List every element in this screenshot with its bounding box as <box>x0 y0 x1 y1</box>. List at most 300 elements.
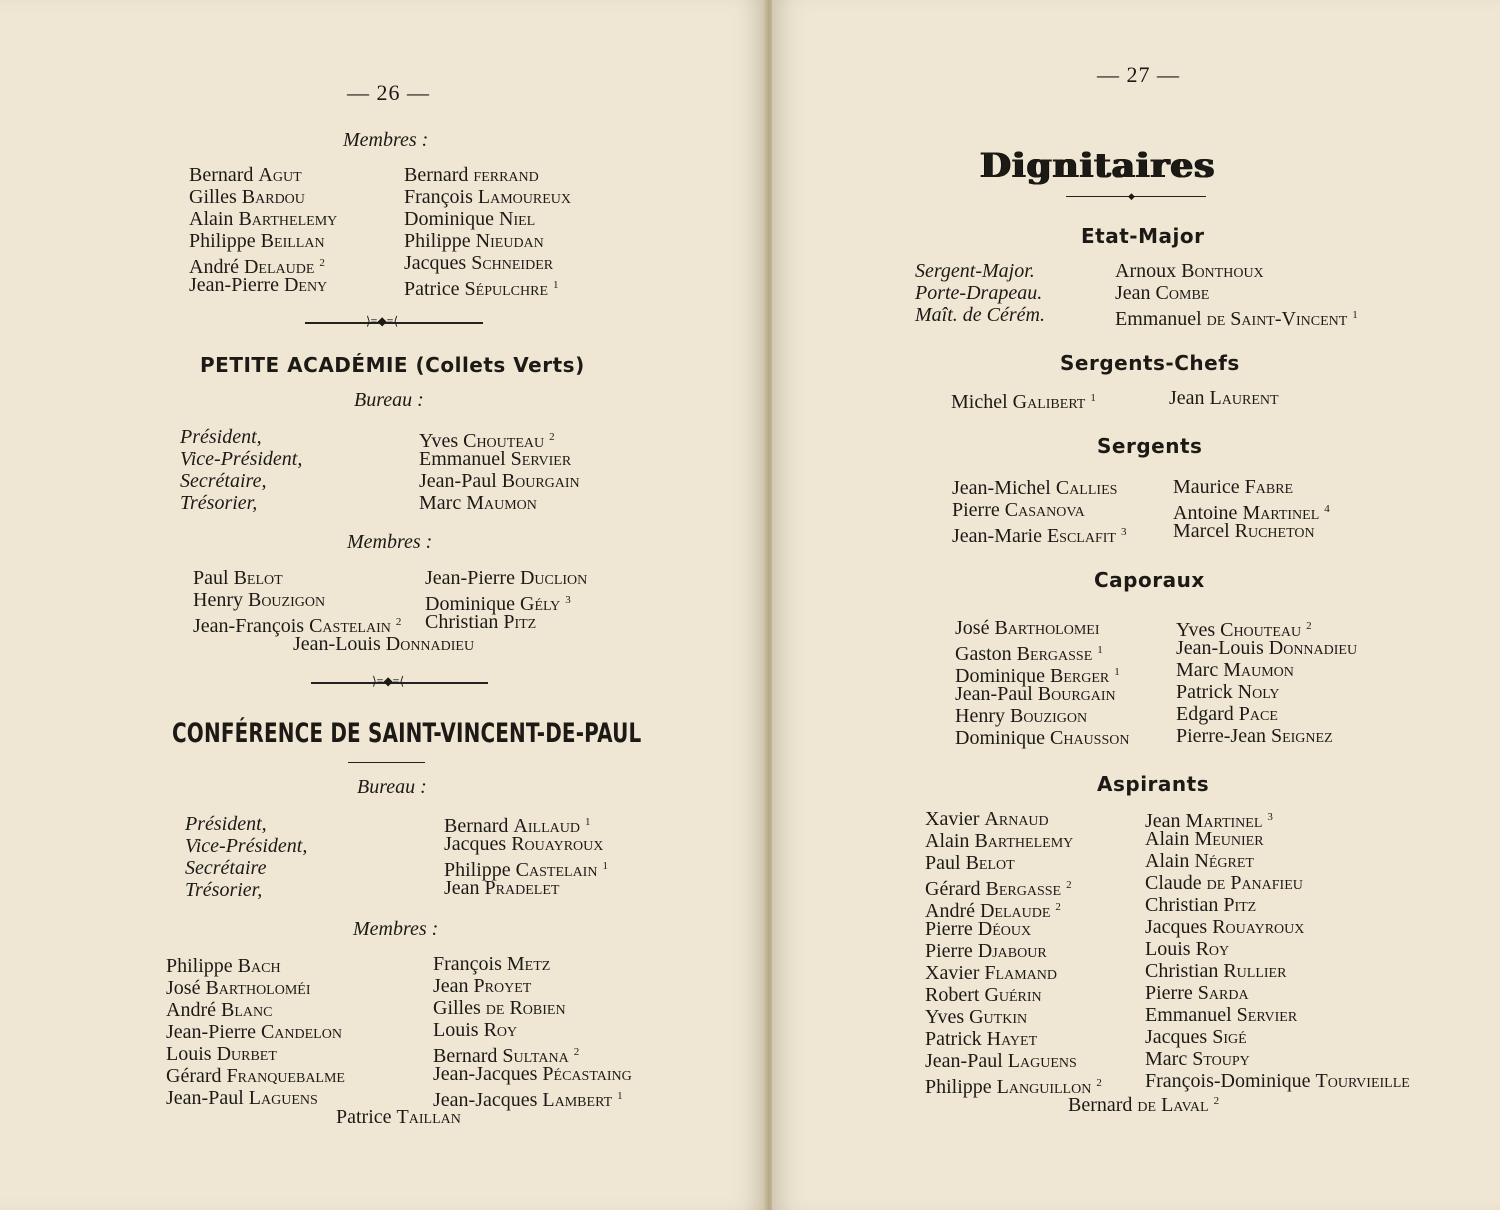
name-list <box>189 164 337 296</box>
first-name: Philippe <box>444 859 516 881</box>
first-name: Jean-Paul <box>925 1050 1008 1072</box>
name-list <box>404 164 571 300</box>
name-entry <box>166 999 345 1021</box>
section-title: Aspirants <box>1097 772 1210 796</box>
name-entry <box>1145 982 1410 1004</box>
surname: Pécastaing <box>542 1063 632 1085</box>
surname: Sigé <box>1212 1026 1247 1048</box>
surname: Bonthoux <box>1181 260 1264 282</box>
first-name: Jean-Louis <box>1176 637 1269 659</box>
name-list <box>166 955 345 1109</box>
name-entry <box>189 274 337 296</box>
surname: Candelon <box>260 1021 342 1043</box>
name-entry <box>166 1043 345 1065</box>
section-title: PETITE ACADÉMIE (Collets Verts) <box>200 353 585 377</box>
surname: Pitz <box>503 611 537 633</box>
footnote-marker: 3 <box>1120 526 1127 538</box>
name-entry <box>433 1085 632 1111</box>
name-entry <box>1115 304 1358 330</box>
name-entry <box>1176 681 1357 703</box>
footnote-marker: 2 <box>1055 901 1061 913</box>
name-entry <box>1145 894 1410 916</box>
bureau-label: Bureau : <box>357 776 427 798</box>
role-label: Porte-Drapeau. <box>915 282 1043 304</box>
name-entry <box>1169 387 1279 409</box>
footnote-marker: 1 <box>617 1090 623 1102</box>
first-name: Jean-Marie <box>952 525 1047 547</box>
first-name: Jean-Louis <box>293 633 386 655</box>
first-name: André <box>189 256 244 278</box>
surname: Servier <box>510 448 572 470</box>
name-entry <box>193 567 401 589</box>
first-name: Yves <box>1176 619 1221 641</box>
surname: Berger <box>1050 665 1110 687</box>
surname: Rouayroux <box>511 833 604 855</box>
name-entry <box>955 705 1129 727</box>
name-entry <box>1176 659 1357 681</box>
first-name: Alain <box>1145 850 1195 872</box>
first-name: Jean-Pierre <box>189 274 284 296</box>
surname: Pitz <box>1223 894 1257 916</box>
first-name: Pierre-Jean <box>1176 725 1271 747</box>
name-entry <box>419 448 580 470</box>
surname: Taillan <box>396 1106 461 1128</box>
membres-label: Membres : <box>347 531 433 553</box>
first-name: Marc <box>1176 659 1224 681</box>
surname: Aillaud <box>513 815 580 837</box>
name-entry <box>1145 872 1410 894</box>
name-list <box>1176 615 1357 747</box>
surname: Combe <box>1155 282 1210 304</box>
first-name: Michel <box>951 391 1013 413</box>
surname: Bartholomei <box>994 617 1100 639</box>
name-entry <box>1145 850 1410 872</box>
name-entry <box>1173 476 1330 498</box>
first-name: Arnoux <box>1115 260 1182 282</box>
section-title: Etat-Major <box>1081 224 1205 248</box>
name-entry <box>166 955 345 977</box>
name-list <box>444 811 608 899</box>
surname: Bouzigon <box>1009 705 1088 727</box>
surname: Beillan <box>260 230 325 252</box>
name-entry <box>293 633 474 655</box>
name-entry <box>925 874 1102 900</box>
first-name: Philippe <box>404 230 476 252</box>
surname: Delaude <box>979 900 1051 922</box>
first-name: Marcel <box>1173 520 1235 542</box>
name-entry <box>433 975 632 997</box>
first-name: Patrick <box>925 1028 987 1050</box>
name-entry <box>189 230 337 252</box>
surname: Bourgain <box>1037 683 1116 705</box>
first-name: Patrick <box>1176 681 1238 703</box>
surname: Bardou <box>241 186 305 208</box>
name-entry <box>166 1021 345 1043</box>
first-name: Gaston <box>955 643 1017 665</box>
surname: Noly <box>1237 681 1280 703</box>
first-name: Patrice <box>404 278 465 300</box>
first-name: Jean-Michel <box>952 477 1056 499</box>
surname: Casanova <box>1004 499 1085 521</box>
surname: Agut <box>258 164 302 186</box>
surname: Donnadieu <box>1268 637 1358 659</box>
surname: Castelain <box>309 615 391 637</box>
footnote-marker: 2 <box>1306 620 1312 632</box>
name-entry <box>1145 1004 1410 1026</box>
surname: Rucheton <box>1234 520 1315 542</box>
first-name: Dominique <box>955 727 1050 749</box>
first-name: Claude <box>1145 872 1207 894</box>
first-name: Alain <box>925 830 975 852</box>
first-name: Bernard <box>433 1045 503 1067</box>
surname: Pradelet <box>484 877 560 899</box>
name-entry <box>1115 260 1358 282</box>
name-entry <box>444 855 608 881</box>
surname: Pace <box>1238 703 1278 725</box>
first-name: Jean-Jacques <box>433 1063 543 1085</box>
name-entry <box>1145 1070 1410 1092</box>
surname: Roy <box>483 1019 518 1041</box>
ornament-icon: ◆ <box>1128 191 1135 201</box>
first-name: Jacques <box>1145 916 1213 938</box>
name-entry <box>166 1087 345 1109</box>
first-name: Antoine <box>1173 502 1243 524</box>
name-entry <box>955 617 1129 639</box>
first-name: Jean-François <box>193 615 310 637</box>
footnote-marker: 2 <box>573 1046 580 1058</box>
name-entry <box>925 1028 1102 1050</box>
footnote-marker: 1 <box>553 279 559 291</box>
surname: Rullier <box>1223 960 1287 982</box>
surname: de Laval <box>1137 1094 1209 1116</box>
membres-label: Membres : <box>353 918 439 940</box>
first-name: Jean <box>433 975 474 997</box>
name-entry <box>1145 828 1410 850</box>
name-entry <box>925 962 1102 984</box>
name-entry <box>336 1106 461 1128</box>
name-entry <box>404 274 571 300</box>
name-entry <box>425 567 587 589</box>
role-list <box>915 260 1045 326</box>
name-entry <box>1176 703 1357 725</box>
name-entry <box>166 977 345 999</box>
name-list <box>1145 806 1410 1092</box>
surname: Meunier <box>1194 828 1264 850</box>
role-list <box>185 813 307 901</box>
surname: Chouteau <box>463 430 545 452</box>
first-name: Xavier <box>925 808 985 830</box>
name-entry <box>925 1050 1102 1072</box>
first-name: Jean <box>444 877 485 899</box>
name-entry <box>1176 615 1357 641</box>
name-entry <box>1145 916 1410 938</box>
name-entry <box>925 896 1102 922</box>
name-entry <box>925 984 1102 1006</box>
name-entry <box>189 208 337 230</box>
surname: Laguens <box>1007 1050 1077 1072</box>
role-list <box>180 426 302 514</box>
surname: Niel <box>499 208 536 230</box>
footnote-marker: 1 <box>1352 309 1358 321</box>
first-name: Philippe <box>189 230 261 252</box>
surname: Franquebalme <box>226 1065 345 1087</box>
section-title: Sergents-Chefs <box>1060 351 1240 375</box>
surname: Belot <box>965 852 1015 874</box>
ornament-icon: ⟩≡◆≡⟨ <box>372 674 405 688</box>
name-entry <box>193 589 401 611</box>
name-list <box>433 953 632 1111</box>
surname: Stoupy <box>1192 1048 1250 1070</box>
surname: Durbet <box>216 1043 277 1065</box>
surname: Delaude <box>243 256 315 278</box>
footnote-marker: 2 <box>549 431 555 443</box>
name-entry <box>433 1063 632 1085</box>
first-name: Gérard <box>925 878 986 900</box>
surname: Metz <box>506 953 551 975</box>
surname: Maumon <box>466 492 537 514</box>
name-entry <box>1145 938 1410 960</box>
surname: Esclafit <box>1046 525 1116 547</box>
role-label: Sergent-Major. <box>915 260 1035 282</box>
name-list <box>193 567 402 637</box>
first-name: Jean-Paul <box>166 1087 249 1109</box>
first-name: Christian <box>425 611 504 633</box>
name-entry <box>404 186 571 208</box>
name-entry <box>419 426 580 452</box>
role-label: Secrétaire, <box>180 470 267 492</box>
footnote-marker: 1 <box>1097 644 1103 656</box>
name-entry <box>404 208 571 230</box>
role-label: Maît. de Cérém. <box>915 304 1045 326</box>
name-entry <box>955 727 1129 749</box>
surname: Deny <box>283 274 328 296</box>
role-label: Secrétaire <box>185 857 267 879</box>
first-name: Patrice <box>336 1106 397 1128</box>
name-entry <box>1145 806 1410 832</box>
name-entry <box>189 252 337 278</box>
surname: Castelain <box>515 859 598 881</box>
first-name: Jean-Paul <box>419 470 502 492</box>
footnote-marker: 1 <box>584 816 591 828</box>
name-entry <box>1173 498 1330 524</box>
surname: Hayet <box>986 1028 1038 1050</box>
title-underline <box>348 762 425 763</box>
surname: Négret <box>1194 850 1254 872</box>
name-entry <box>925 940 1102 962</box>
role-label: Président, <box>185 813 267 835</box>
surname: de Panafieu <box>1206 872 1303 894</box>
first-name: François <box>404 186 478 208</box>
first-name: José <box>955 617 995 639</box>
name-entry <box>952 499 1126 521</box>
first-name: Jacques <box>444 833 512 855</box>
first-name: Christian <box>1145 894 1224 916</box>
surname: Barthelemy <box>238 208 338 230</box>
name-list <box>425 567 587 633</box>
first-name: François-Dominique <box>1145 1070 1316 1092</box>
name-entry <box>1173 520 1330 542</box>
first-name: Louis <box>1145 938 1196 960</box>
footnote-marker: 2 <box>1096 1077 1102 1089</box>
surname: Barthelemy <box>974 830 1074 852</box>
surname: Bergasse <box>1016 643 1093 665</box>
first-name: Louis <box>166 1043 217 1065</box>
surname: Lambert <box>542 1089 613 1111</box>
name-entry <box>925 852 1102 874</box>
footnote-marker: 4 <box>1324 503 1330 515</box>
first-name: Paul <box>193 567 234 589</box>
title-underline <box>1066 196 1206 197</box>
footnote-marker: 2 <box>319 257 325 269</box>
name-entry <box>955 639 1129 665</box>
first-name: Bernard <box>404 164 474 186</box>
surname: Donnadieu <box>385 633 475 655</box>
name-entry <box>189 164 337 186</box>
first-name: André <box>925 900 980 922</box>
page-number: — 26 — <box>347 80 430 105</box>
role-label: Président, <box>180 426 262 448</box>
name-entry <box>1176 725 1357 747</box>
page-number: — 27 — <box>1097 62 1180 87</box>
name-entry <box>433 953 632 975</box>
surname: Tourvieille <box>1315 1070 1410 1092</box>
first-name: Henry <box>193 589 248 611</box>
name-list <box>419 426 580 514</box>
first-name: Louis <box>433 1019 484 1041</box>
surname: Fabre <box>1244 476 1294 498</box>
first-name: Emmanuel <box>419 448 511 470</box>
surname: Arnaud <box>984 808 1049 830</box>
first-name: Jacques <box>404 252 472 274</box>
surname: Chouteau <box>1220 619 1302 641</box>
surname: Sultana <box>502 1045 569 1067</box>
first-name: Henry <box>955 705 1010 727</box>
first-name: Pierre <box>952 499 1005 521</box>
surname: Chausson <box>1050 727 1130 749</box>
bureau-label: Bureau : <box>354 389 424 411</box>
name-entry <box>433 1041 632 1067</box>
name-entry <box>433 1019 632 1041</box>
surname: Duclion <box>519 567 588 589</box>
first-name: François <box>433 953 507 975</box>
surname: Laurent <box>1209 387 1279 409</box>
first-name: Marc <box>419 492 467 514</box>
surname: Lamoureux <box>477 186 571 208</box>
name-entry <box>419 470 580 492</box>
footnote-marker: 3 <box>1267 811 1273 823</box>
footnote-marker: 2 <box>1213 1095 1220 1107</box>
surname: Proyet <box>473 975 532 997</box>
first-name: Emmanuel <box>1145 1004 1237 1026</box>
right-page <box>772 0 1500 1210</box>
surname: Rouayroux <box>1212 916 1305 938</box>
surname: Déoux <box>977 918 1032 940</box>
first-name: Jean <box>1145 810 1186 832</box>
name-list <box>1173 476 1330 542</box>
first-name: Pierre <box>1145 982 1198 1004</box>
first-name: Philippe <box>166 955 238 977</box>
name-entry <box>1176 637 1357 659</box>
name-entry <box>925 830 1102 852</box>
surname: Gutkin <box>969 1006 1028 1028</box>
first-name: Emmanuel <box>1115 308 1207 330</box>
first-name: Bernard <box>444 815 514 837</box>
first-name: Bernard <box>189 164 259 186</box>
name-entry <box>955 683 1129 705</box>
first-name: Dominique <box>425 593 520 615</box>
surname: Nieudan <box>475 230 544 252</box>
role-label: Vice-Président, <box>185 835 308 857</box>
surname: Schneider <box>471 252 554 274</box>
surname: de Saint-Vincent <box>1206 308 1348 330</box>
name-entry <box>1145 1026 1410 1048</box>
name-entry <box>951 387 1096 413</box>
surname: Gély <box>520 593 561 615</box>
first-name: Xavier <box>925 962 985 984</box>
first-name: Alain <box>189 208 239 230</box>
name-list <box>955 617 1129 749</box>
name-entry <box>1145 960 1410 982</box>
surname: de Robien <box>485 997 566 1019</box>
surname: Flamand <box>984 962 1057 984</box>
surname: Belot <box>233 567 283 589</box>
first-name: Marc <box>1145 1048 1193 1070</box>
surname: Martinel <box>1185 810 1263 832</box>
footnote-marker: 3 <box>565 594 571 606</box>
first-name: Philippe <box>925 1076 997 1098</box>
footnote-marker: 1 <box>1114 666 1120 678</box>
name-entry <box>1145 1048 1410 1070</box>
surname: Galibert <box>1012 391 1086 413</box>
first-name: Edgard <box>1176 703 1239 725</box>
first-name: Jean-Paul <box>955 683 1038 705</box>
first-name: Jean-Pierre <box>166 1021 261 1043</box>
first-name: Dominique <box>955 665 1050 687</box>
name-entry <box>952 521 1127 547</box>
role-label: Trésorier, <box>180 492 258 514</box>
name-entry <box>404 164 571 186</box>
first-name: Jean-Pierre <box>425 567 520 589</box>
first-name: Robert <box>925 984 985 1006</box>
name-entry <box>444 833 608 855</box>
name-entry <box>433 997 632 1019</box>
name-list <box>925 808 1102 1098</box>
surname: Bartholoméi <box>205 977 311 999</box>
surname: Languillon <box>996 1076 1092 1098</box>
first-name: Yves <box>419 430 464 452</box>
footnote-marker: 1 <box>1090 392 1096 404</box>
first-name: Paul <box>925 852 966 874</box>
surname: ferrand <box>473 164 539 186</box>
name-entry <box>189 186 337 208</box>
membres-label: Membres : <box>343 129 429 151</box>
surname: Bach <box>237 955 281 977</box>
surname: Bergasse <box>985 878 1062 900</box>
name-entry <box>425 589 587 615</box>
surname: Sépulchre <box>464 278 548 300</box>
name-entry <box>925 918 1102 940</box>
surname: Servier <box>1236 1004 1298 1026</box>
first-name: Maurice <box>1173 476 1245 498</box>
first-name: Jean <box>1169 387 1210 409</box>
first-name: Jacques <box>1145 1026 1213 1048</box>
first-name: Jean-Jacques <box>433 1089 543 1111</box>
name-entry <box>1115 282 1358 304</box>
name-entry <box>193 611 402 637</box>
name-entry <box>404 252 571 274</box>
first-name: Dominique <box>404 208 499 230</box>
name-entry <box>419 492 580 514</box>
